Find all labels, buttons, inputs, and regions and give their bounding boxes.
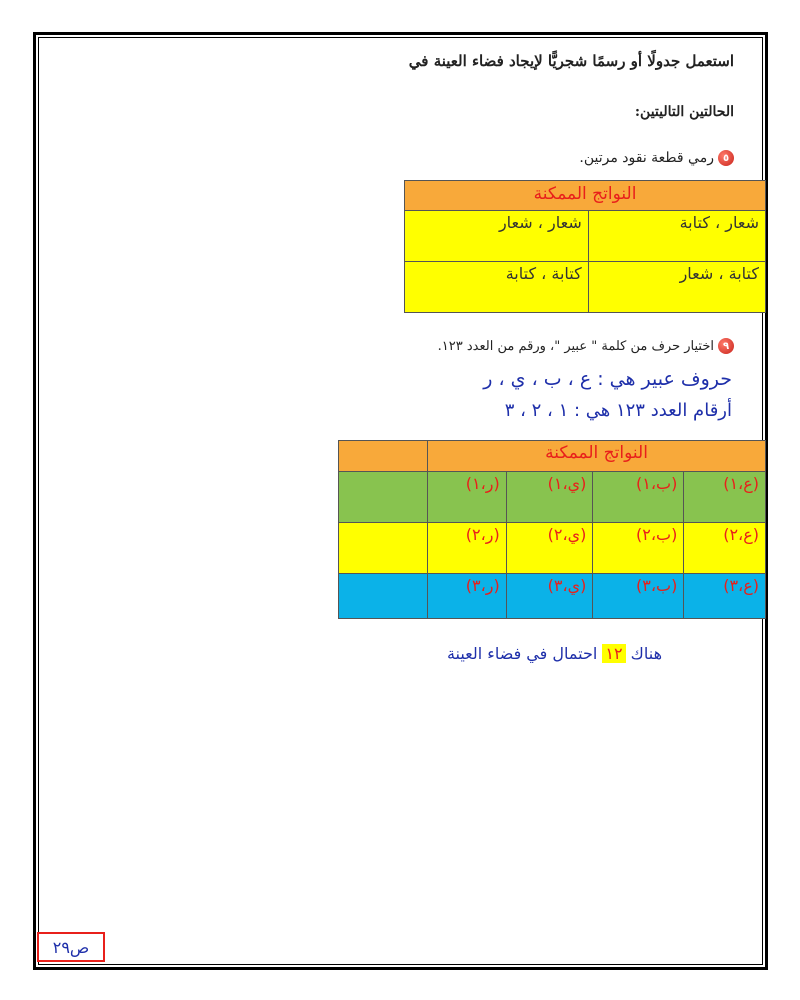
item-text: اختيار حرف من كلمة " عبير "، ورقم من العدد ١٢٣.	[437, 338, 714, 354]
exercise-item-5	[579, 150, 734, 166]
table-cell: (ع،١)	[684, 472, 766, 523]
table-cell: (ب،٢)	[593, 523, 684, 574]
table-cell: كتابة ، شعار	[588, 262, 765, 313]
exercise-item-9	[438, 338, 734, 354]
table-header: النواتج الممكنة	[405, 181, 766, 211]
table-cell: (ع،٢)	[684, 523, 766, 574]
table-header: النواتج الممكنة	[428, 441, 766, 472]
table-cell-empty	[339, 574, 428, 619]
table-cell: (ي،١)	[506, 472, 593, 523]
item-text: رمي قطعة نقود مرتين.	[579, 150, 714, 166]
table-cell: (ي،٢)	[506, 523, 593, 574]
table-cell: شعار ، كتابة	[588, 211, 765, 262]
table-cell: (ي،٣)	[506, 574, 593, 619]
item-number-badge: ٥	[718, 150, 734, 166]
table-cell: (ر،٣)	[428, 574, 507, 619]
table-cell-empty	[339, 472, 428, 523]
outcome-count-highlight: ١٢	[602, 644, 625, 663]
table-cell: (ب،١)	[593, 472, 684, 523]
sample-space-summary	[447, 644, 662, 663]
table-cell: كتابة ، كتابة	[405, 262, 589, 313]
table-cell: (ر،١)	[428, 472, 507, 523]
table-cell-empty	[339, 523, 428, 574]
table-cell: (ع،٣)	[684, 574, 766, 619]
letters-line: حروف عبير هي : ع ، ب ، ي ، ر	[483, 368, 732, 390]
exercise-heading: استعمل جدولًا أو رسمًا شجريًّا لإيجاد فضاء العينة في	[408, 52, 734, 70]
summary-before: هناك	[630, 644, 662, 663]
digits-line: أرقام العدد ١٢٣ هي : ١ ، ٢ ، ٣	[504, 400, 732, 421]
table-cell: شعار ، شعار	[405, 211, 589, 262]
table-cell: (ر،٢)	[428, 523, 507, 574]
item-number-badge: ٩	[718, 338, 734, 354]
page-number-box: ص٢٩	[37, 932, 105, 962]
table-cell: (ب،٣)	[593, 574, 684, 619]
table-header-empty	[339, 441, 428, 472]
summary-after: احتمال في فضاء العينة	[446, 644, 598, 663]
letter-digit-outcomes-table	[338, 440, 766, 619]
coin-outcomes-table	[404, 180, 766, 313]
exercise-subheading: الحالتين التاليتين:	[634, 104, 734, 120]
